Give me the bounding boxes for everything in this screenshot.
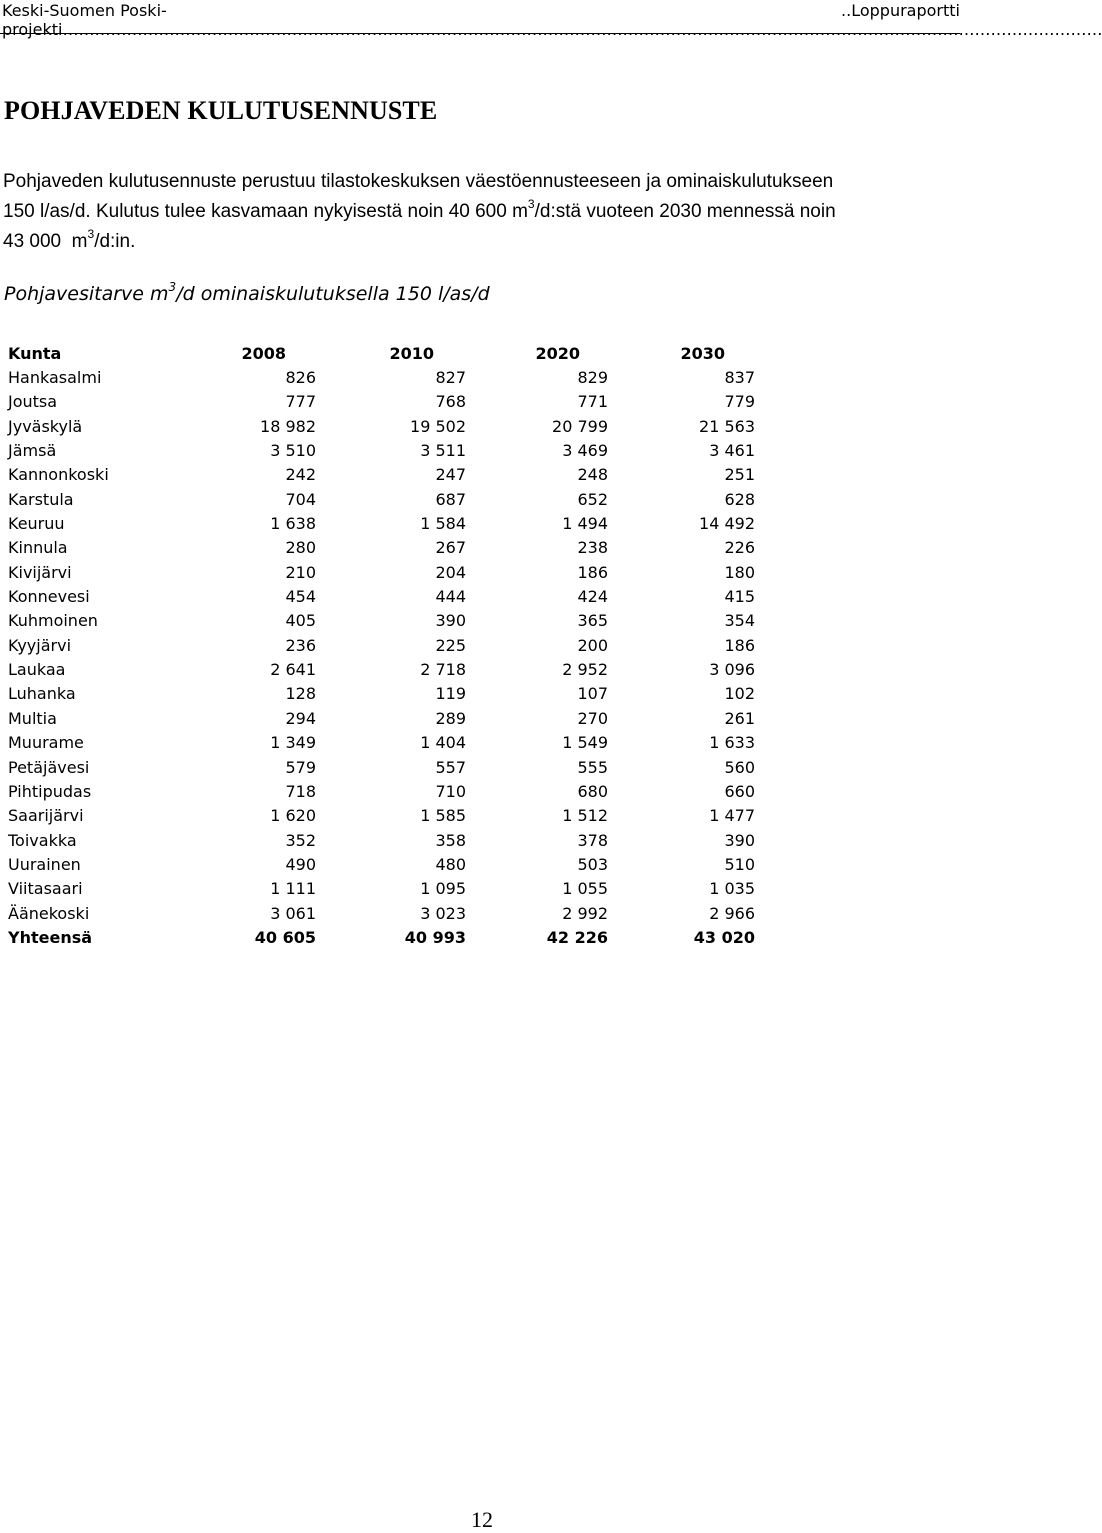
table-row bbox=[8, 584, 755, 608]
intro-line-2-text-a: 150 l/as/d. Kulutus tulee kasvamaan nykyisestä noin 40 600 m bbox=[3, 201, 528, 222]
cell-value-2008: 777 bbox=[285, 392, 316, 412]
cell-value-2008: 128 bbox=[285, 684, 316, 704]
consumption-table bbox=[8, 341, 755, 950]
cell-municipality: Kinnula bbox=[8, 538, 68, 558]
table-row bbox=[8, 706, 755, 730]
cell-municipality: Joutsa bbox=[8, 392, 58, 412]
cell-municipality: Kivijärvi bbox=[8, 562, 72, 582]
total-value-2008: 40 605 bbox=[254, 927, 316, 947]
cell-value-2010: 289 bbox=[435, 708, 466, 728]
cell-value-2030: 560 bbox=[724, 757, 755, 777]
cell-value-2010: 687 bbox=[435, 489, 466, 509]
cell-value-2020: 238 bbox=[577, 538, 608, 558]
cell-value-2020: 107 bbox=[577, 684, 608, 704]
cell-value-2010: 2 718 bbox=[420, 660, 466, 680]
table-row bbox=[8, 511, 755, 535]
cell-value-2010: 557 bbox=[435, 757, 466, 777]
cell-value-2020: 200 bbox=[577, 635, 608, 655]
cell-municipality: Viitasaari bbox=[8, 879, 83, 899]
cell-municipality: Keuruu bbox=[8, 514, 65, 534]
cell-value-2010: 710 bbox=[435, 781, 466, 801]
cell-value-2020: 2 952 bbox=[562, 660, 608, 680]
cell-value-2008: 352 bbox=[285, 830, 316, 850]
header-2030: 2030 bbox=[680, 343, 725, 363]
cell-value-2030: 1 035 bbox=[709, 879, 755, 899]
cell-value-2008: 3 510 bbox=[270, 441, 316, 461]
table-row bbox=[8, 779, 755, 803]
cell-value-2030: 1 477 bbox=[709, 806, 755, 826]
table-row bbox=[8, 731, 755, 755]
cell-value-2010: 1 095 bbox=[420, 879, 466, 899]
cell-value-2008: 3 061 bbox=[270, 903, 316, 923]
cell-value-2008: 280 bbox=[285, 538, 316, 558]
cell-municipality: Kyyjärvi bbox=[8, 635, 72, 655]
cell-municipality: Hankasalmi bbox=[8, 368, 102, 388]
table-row bbox=[8, 804, 755, 828]
intro-line-2-superscript: 3 bbox=[527, 197, 535, 211]
cell-value-2030: 226 bbox=[724, 538, 755, 558]
cell-municipality: Uurainen bbox=[8, 854, 81, 874]
cell-value-2030: 180 bbox=[724, 562, 755, 582]
cell-value-2008: 2 641 bbox=[270, 660, 316, 680]
table-row bbox=[8, 609, 755, 633]
cell-value-2008: 1 111 bbox=[270, 879, 316, 899]
cell-value-2008: 405 bbox=[285, 611, 316, 631]
table-row bbox=[8, 487, 755, 511]
total-municipality: Yhteensä bbox=[8, 927, 93, 947]
header-project-name: Keski-Suomen Poski-projekti…………………………………………………………………………………………………………………………………………………………………………… bbox=[2, 1, 1102, 39]
cell-value-2008: 242 bbox=[285, 465, 316, 485]
table-row bbox=[8, 560, 755, 584]
cell-value-2010: 247 bbox=[435, 465, 466, 485]
cell-value-2020: 680 bbox=[577, 781, 608, 801]
cell-value-2020: 829 bbox=[577, 368, 608, 388]
intro-line-2 bbox=[3, 197, 960, 227]
cell-value-2020: 1 494 bbox=[562, 514, 608, 534]
cell-value-2030: 21 563 bbox=[699, 416, 755, 436]
cell-municipality: Karstula bbox=[8, 489, 74, 509]
cell-value-2020: 652 bbox=[577, 489, 608, 509]
table-caption-superscript: 3 bbox=[168, 280, 177, 294]
cell-value-2020: 2 992 bbox=[562, 903, 608, 923]
table-row bbox=[8, 365, 755, 389]
header-municipality: Kunta bbox=[8, 343, 62, 363]
cell-value-2008: 1 620 bbox=[270, 806, 316, 826]
table-row bbox=[8, 390, 755, 414]
page-header bbox=[0, 0, 1102, 39]
header-divider bbox=[0, 33, 960, 34]
cell-municipality: Muurame bbox=[8, 733, 84, 753]
cell-value-2010: 19 502 bbox=[410, 416, 466, 436]
cell-municipality: Kuhmoinen bbox=[8, 611, 98, 631]
intro-line-3 bbox=[3, 227, 960, 257]
table-row bbox=[8, 682, 755, 706]
table-row bbox=[8, 438, 755, 462]
cell-municipality: Petäjävesi bbox=[8, 757, 90, 777]
cell-value-2020: 1 549 bbox=[562, 733, 608, 753]
cell-municipality: Konnevesi bbox=[8, 587, 90, 607]
cell-value-2030: 251 bbox=[724, 465, 755, 485]
cell-value-2008: 210 bbox=[285, 562, 316, 582]
cell-value-2020: 248 bbox=[577, 465, 608, 485]
table-header-row bbox=[8, 341, 755, 365]
cell-value-2010: 3 023 bbox=[420, 903, 466, 923]
cell-value-2008: 718 bbox=[285, 781, 316, 801]
cell-value-2010: 390 bbox=[435, 611, 466, 631]
cell-value-2008: 1 349 bbox=[270, 733, 316, 753]
cell-value-2010: 1 585 bbox=[420, 806, 466, 826]
cell-value-2030: 837 bbox=[724, 368, 755, 388]
cell-value-2020: 503 bbox=[577, 854, 608, 874]
cell-value-2008: 826 bbox=[285, 368, 316, 388]
header-report-name: ..Loppuraportti bbox=[841, 1, 960, 20]
cell-value-2030: 510 bbox=[724, 854, 755, 874]
cell-value-2008: 490 bbox=[285, 854, 316, 874]
table-row bbox=[8, 657, 755, 681]
cell-value-2030: 102 bbox=[724, 684, 755, 704]
cell-value-2020: 424 bbox=[577, 587, 608, 607]
cell-value-2008: 704 bbox=[285, 489, 316, 509]
header-2008: 2008 bbox=[241, 343, 286, 363]
cell-value-2010: 1 404 bbox=[420, 733, 466, 753]
header-2020: 2020 bbox=[535, 343, 580, 363]
total-value-2020: 42 226 bbox=[546, 927, 608, 947]
cell-value-2010: 444 bbox=[435, 587, 466, 607]
cell-value-2010: 3 511 bbox=[420, 441, 466, 461]
intro-line-3-text-b: /d:in. bbox=[94, 231, 136, 252]
cell-value-2030: 1 633 bbox=[709, 733, 755, 753]
total-value-2030: 43 020 bbox=[693, 927, 755, 947]
cell-value-2020: 365 bbox=[577, 611, 608, 631]
table-row bbox=[8, 877, 755, 901]
cell-value-2010: 480 bbox=[435, 854, 466, 874]
cell-municipality: Luhanka bbox=[8, 684, 76, 704]
cell-value-2030: 390 bbox=[724, 830, 755, 850]
cell-value-2008: 579 bbox=[285, 757, 316, 777]
intro-line-3-text-a: 43 000 m bbox=[3, 231, 88, 252]
cell-value-2010: 768 bbox=[435, 392, 466, 412]
intro-line-2-text-b: /d:stä vuoteen 2030 mennessä noin bbox=[534, 201, 836, 222]
cell-value-2020: 378 bbox=[577, 830, 608, 850]
cell-value-2030: 261 bbox=[724, 708, 755, 728]
intro-paragraph bbox=[3, 167, 960, 257]
cell-value-2008: 294 bbox=[285, 708, 316, 728]
table-row bbox=[8, 901, 755, 925]
cell-value-2010: 1 584 bbox=[420, 514, 466, 534]
cell-value-2010: 267 bbox=[435, 538, 466, 558]
cell-value-2008: 1 638 bbox=[270, 514, 316, 534]
cell-value-2020: 270 bbox=[577, 708, 608, 728]
cell-value-2020: 20 799 bbox=[552, 416, 608, 436]
table-caption-text-a: Pohjavesitarve m bbox=[4, 283, 169, 305]
cell-municipality: Multia bbox=[8, 708, 57, 728]
cell-value-2030: 354 bbox=[724, 611, 755, 631]
cell-value-2030: 660 bbox=[724, 781, 755, 801]
cell-municipality: Pihtipudas bbox=[8, 781, 92, 801]
cell-value-2010: 358 bbox=[435, 830, 466, 850]
cell-municipality: Äänekoski bbox=[8, 903, 90, 923]
cell-value-2008: 454 bbox=[285, 587, 316, 607]
page-number: 12 bbox=[471, 1507, 493, 1532]
table-row bbox=[8, 828, 755, 852]
cell-municipality: Jämsä bbox=[8, 441, 57, 461]
intro-line-1: Pohjaveden kulutusennuste perustuu tilastokeskuksen väestöennusteeseen ja ominaiskulutukseen bbox=[3, 171, 834, 192]
cell-municipality: Jyväskylä bbox=[8, 416, 83, 436]
intro-line-3-superscript: 3 bbox=[87, 227, 95, 241]
cell-value-2030: 186 bbox=[724, 635, 755, 655]
cell-value-2010: 225 bbox=[435, 635, 466, 655]
cell-municipality: Kannonkoski bbox=[8, 465, 109, 485]
table-total-row bbox=[8, 925, 755, 949]
total-value-2010: 40 993 bbox=[404, 927, 466, 947]
cell-value-2030: 3 096 bbox=[709, 660, 755, 680]
table-caption-text-b: /d ominaiskulutuksella 150 l/as/d bbox=[176, 283, 490, 305]
table-body bbox=[8, 365, 755, 949]
cell-value-2010: 204 bbox=[435, 562, 466, 582]
cell-value-2020: 771 bbox=[577, 392, 608, 412]
cell-value-2010: 827 bbox=[435, 368, 466, 388]
cell-value-2030: 415 bbox=[724, 587, 755, 607]
cell-value-2020: 186 bbox=[577, 562, 608, 582]
cell-value-2030: 779 bbox=[724, 392, 755, 412]
header-2010: 2010 bbox=[389, 343, 434, 363]
cell-value-2030: 3 461 bbox=[709, 441, 755, 461]
cell-municipality: Laukaa bbox=[8, 660, 66, 680]
cell-municipality: Saarijärvi bbox=[8, 806, 84, 826]
page-title: POHJAVEDEN KULUTUSENNUSTE bbox=[4, 96, 438, 125]
cell-value-2030: 628 bbox=[724, 489, 755, 509]
table-row bbox=[8, 755, 755, 779]
table-row bbox=[8, 463, 755, 487]
cell-value-2020: 1 055 bbox=[562, 879, 608, 899]
table-row bbox=[8, 536, 755, 560]
table-row bbox=[8, 852, 755, 876]
cell-value-2008: 236 bbox=[285, 635, 316, 655]
table-caption bbox=[4, 280, 490, 305]
cell-value-2010: 119 bbox=[435, 684, 466, 704]
cell-value-2020: 1 512 bbox=[562, 806, 608, 826]
table-row bbox=[8, 633, 755, 657]
cell-value-2030: 14 492 bbox=[699, 514, 755, 534]
cell-value-2020: 3 469 bbox=[562, 441, 608, 461]
cell-value-2008: 18 982 bbox=[260, 416, 316, 436]
cell-value-2020: 555 bbox=[577, 757, 608, 777]
cell-value-2030: 2 966 bbox=[709, 903, 755, 923]
table-row bbox=[8, 414, 755, 438]
cell-municipality: Toivakka bbox=[8, 830, 77, 850]
